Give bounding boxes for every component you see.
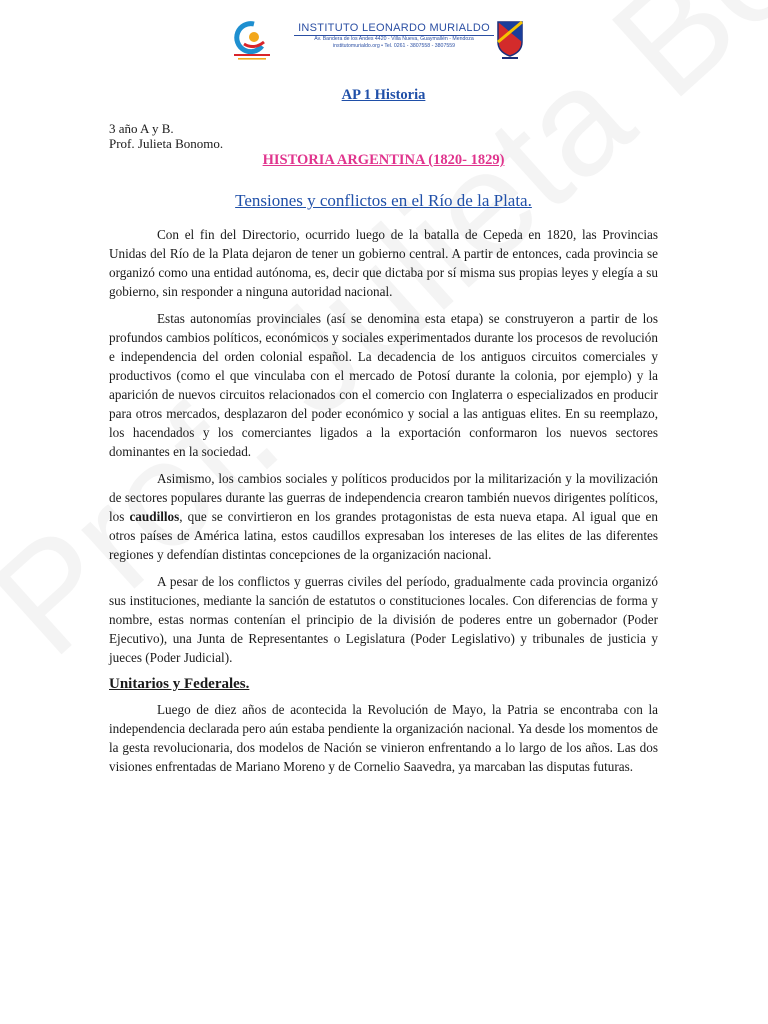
institute-info bbox=[294, 22, 494, 50]
paragraph-5: Luego de diez años de acontecida la Revolución de Mayo, la Patria se encontraba con la independencia declarada pero aún estaba pendiente la organización nacional. Ya desde los momentos de la gesta revolucionaria, dos modelos de Nación se vinieron enfrentando a lo largo de los años. Las dos visiones enfrentadas de Mariano Moreno y de Cornelio Saavedra, ya marcaban las disputas futuras. bbox=[109, 702, 658, 774]
shield-icon bbox=[496, 20, 524, 60]
institute-contact: institutomurialdo.org • Tel. 0261 - 3807558 - 3807559 bbox=[333, 43, 455, 49]
subtitle: Tensiones y conflictos en el Río de la Plata. bbox=[235, 191, 532, 210]
paragraph-3 bbox=[109, 469, 658, 564]
document-body bbox=[109, 86, 658, 784]
paragraph-4: A pesar de los conflictos y guerras civiles del período, gradualmente cada provincia organizó sus instituciones, mediante la sanción de estatutos o constituciones locales. Con diferencias de forma y nombre, estas normas contenían el principio de la división de poderes entre un gobernador (Poder Ejecutivo), una Junta de Representantes o Legislatura (Poder Legislativo) y tribunales de justicia y jueces (Poder Judicial). bbox=[109, 574, 658, 665]
heading-unitarios-federales: Unitarios y Federales. bbox=[109, 676, 250, 692]
school-logo-icon bbox=[232, 20, 272, 62]
paragraph-3-start: Asimismo, los cambios sociales y políticos producidos por la militarización y la movilización de sectores populares durante las guerras de independencia crearon también nuevos dirigentes políticos, los bbox=[109, 471, 658, 524]
ap-title: AP 1 Historia bbox=[341, 87, 426, 103]
caudillos-term: caudillos bbox=[129, 509, 180, 524]
letterhead bbox=[232, 18, 532, 66]
paragraph-1: Con el fin del Directorio, ocurrido luego de la batalla de Cepeda en 1820, las Provincias Unidas del Río de la Plata dejaron de tener un gobierno central. A partir de entonces, cada provincia se organizó como una entidad autónoma, es, decir que dictaba por sí misma sus propias leyes y elegía a su gobierno, sin responder a ninguna autoridad nacional. bbox=[109, 227, 658, 299]
institute-name: INSTITUTO LEONARDO MURIALDO bbox=[294, 22, 494, 36]
course-line: 3 año A y B. bbox=[109, 121, 174, 136]
teacher-line: Prof. Julieta Bonomo. bbox=[109, 136, 224, 151]
paragraph-3-end: , que se convirtieron en los grandes protagonistas de esta nueva etapa. Al igual que en otros países de América latina, estos caudillos expresaban los intereses de las elites de las diferentes regiones y defendían distintas concepciones de la organización nacional. bbox=[109, 509, 659, 562]
course-info bbox=[109, 121, 658, 151]
institute-address: Av. Bandera de los Andes 4420 - Villa Nueva, Guaymallén - Mendoza bbox=[314, 36, 474, 42]
paragraph-2: Estas autonomías provinciales (así se denomina esta etapa) se construyeron a partir de los profundos cambios políticos, económicos y sociales experimentados durante los procesos de revolución e independencia del orden colonial español. La decadencia de los antiguos circuitos comerciales y productivos (como el que vinculaba con el mercado de Potosí durante la colonia, por ejemplo) y la aparición de nuevos circuitos relacionados con el comercio con Inglaterra o especializados en producir para otros mercados, desplazaron del poder económico y social a las antiguas elites. En su reemplazo, los hacendados y los comerciantes ligados a la exportación conformaron los nuevos sectores dominantes en la sociedad. bbox=[109, 311, 658, 459]
section-title: HISTORIA ARGENTINA (1820- 1829) bbox=[262, 152, 505, 168]
